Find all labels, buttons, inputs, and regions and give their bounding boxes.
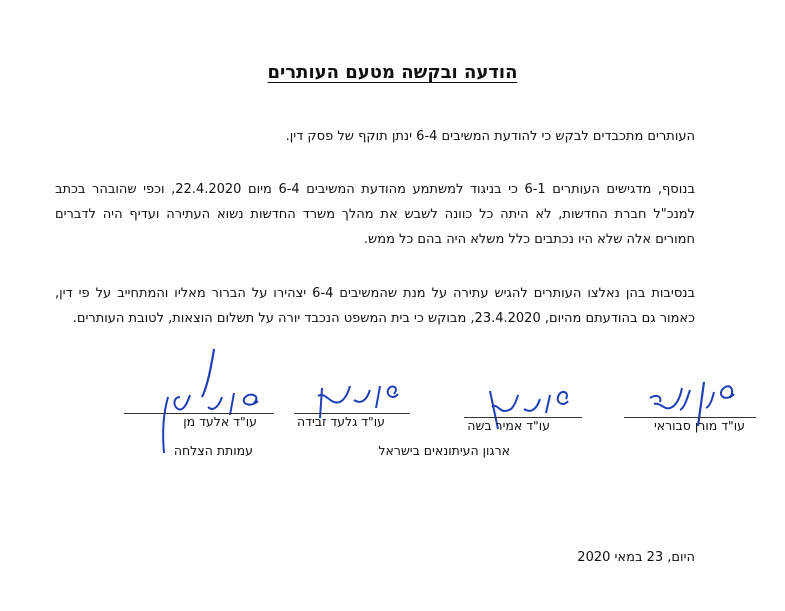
signer-name: עו"ד אלעד מן — [183, 414, 257, 429]
handwritten-signature-elad — [150, 345, 265, 457]
signer-name: עו"ד גלעד זבידה — [297, 414, 385, 429]
paragraph-costs: בנסיבות בהן נאלצו העותרים להגיש עתירה על מנת שהמשיבים 6-4 יצהירו על הברור מאליו והמתחייב על פי דין, כאמור גם בהודעתם מהיום, 23.4.2020, מבוקש כי בית המשפט הנכבד יורה על תשלום הוצאות, לטובת העותרים. — [55, 286, 695, 326]
signer-name: עו"ד מורן סבוראי — [653, 418, 745, 433]
document-title: הודעה ובקשה מטעם העותרים — [267, 62, 518, 83]
signer-organization: ארגון העיתונאים בישראל — [378, 443, 510, 458]
signer-name: עו"ד אמיר בשה — [467, 418, 550, 433]
paragraph-emphasis: בנוסף, מדגישים העותרים 6-1 כי בניגוד למשתמע מהודעת המשיבים 6-4 מיום 22.4.2020, וכפי שהובהר בכתב למנכ"ל חברת החדשות, לא היתה כל כוונה לשבש את מהלך משרד החדשות נשוא העתירה ועדיף היה לדברים חמורים אלה שלא היו נכתבים כלל משלא היה בהם כל ממש. — [55, 182, 695, 247]
document-date: היום, 23 במאי 2020 — [577, 550, 695, 565]
signer-organization: עמותת הצלחה — [173, 443, 253, 458]
paragraph-request: העותרים מתכבדים לבקש כי להודעת המשיבים 6-4 ינתן תוקף של פסק דין. — [285, 129, 695, 144]
